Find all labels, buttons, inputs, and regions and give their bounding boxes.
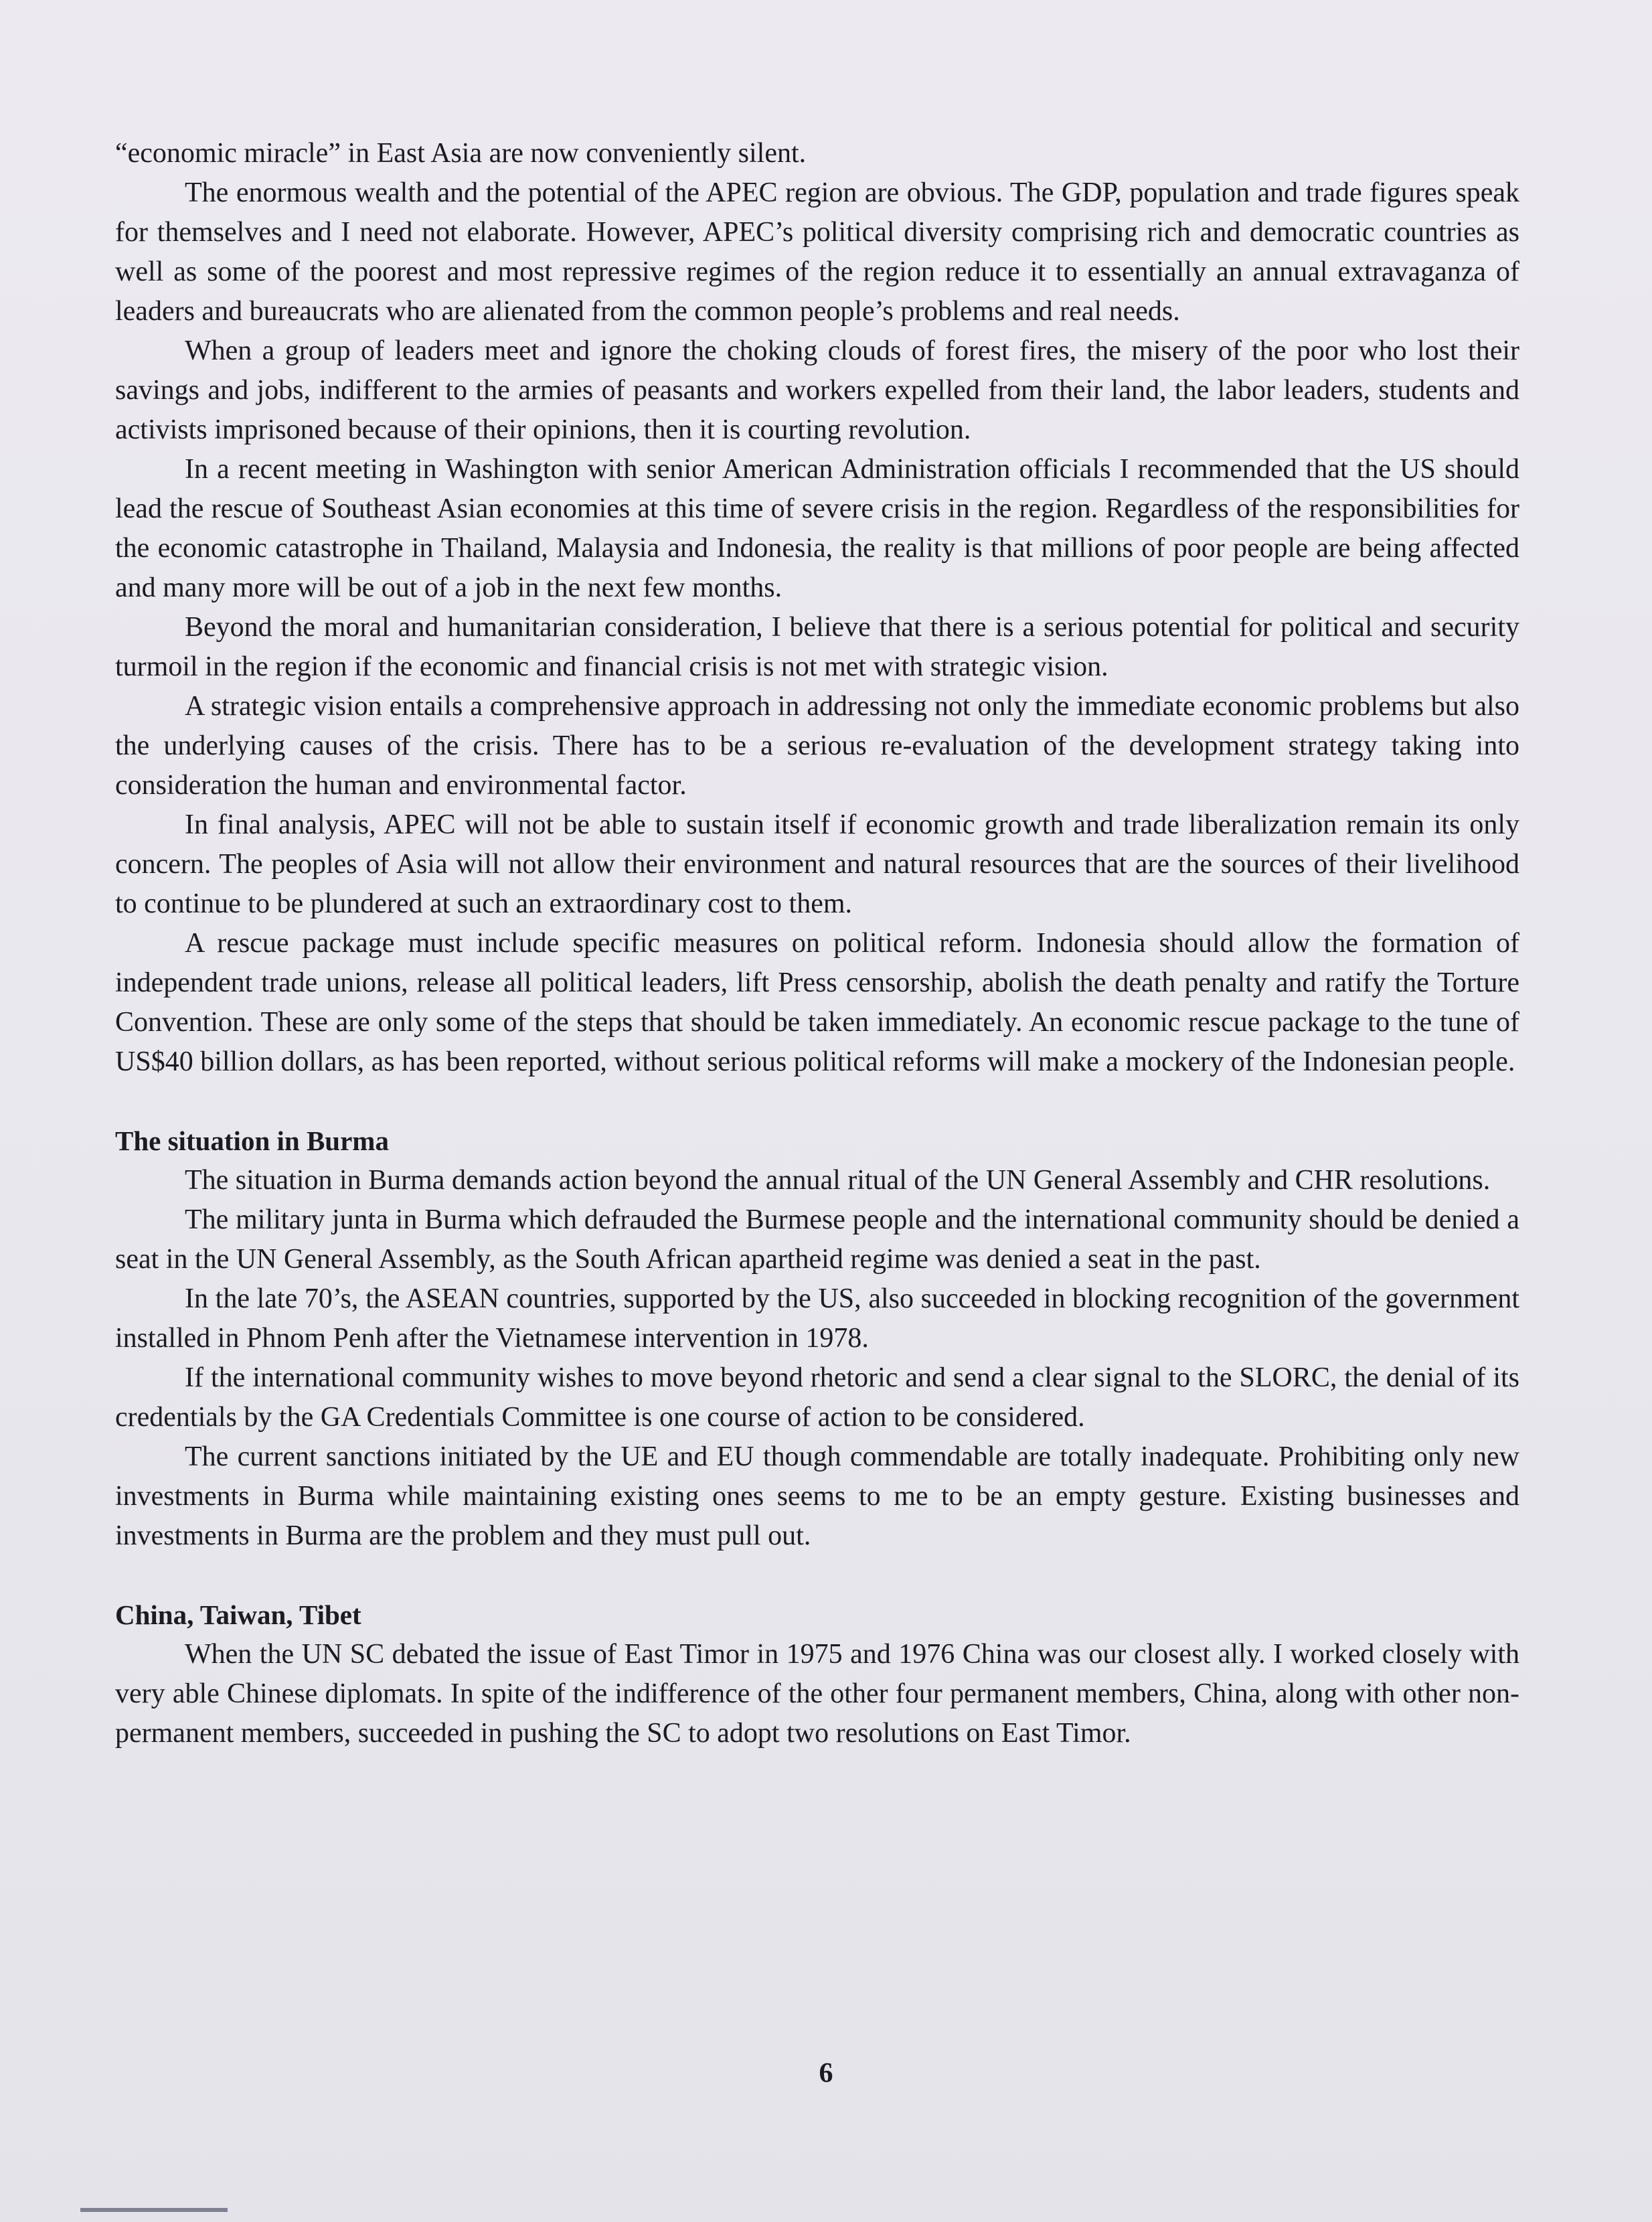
paragraph: The situation in Burma demands action beyond the annual ritual of the UN General Assembly and CHR resolutions. [185, 1165, 1491, 1196]
paragraph: When a group of leaders meet and ignore the choking clouds of forest fires, the misery of the poor who lost their savings and jobs, indifferent to the armies of peasants and workers expelled from their land, the labor leaders, students and activists imprisoned because of their opinions, then it is courting revolution. [115, 335, 1519, 445]
edge-mark [80, 2208, 228, 2212]
section-heading-china: China, Taiwan, Tibet [115, 1599, 361, 1630]
paragraph: “economic miracle” in East Asia are now conveniently silent. [115, 138, 807, 169]
paragraph: The military junta in Burma which defrauded the Burmese people and the international community should be denied a seat in the UN General Assembly, as the South African apartheid regime was denied a seat in the past. [115, 1204, 1519, 1275]
section-spacer [115, 1082, 1519, 1121]
paragraph: If the international community wishes to move beyond rhetoric and send a clear signal to the SLORC, the denial of its credentials by the GA Credentials Committee is one course of action to be considered. [115, 1362, 1519, 1433]
paragraph: A rescue package must include specific measures on political reform. Indonesia should allow the formation of independent trade unions, release all political leaders, lift Press censorship, abolish the death penalty and ratify the Torture Convention. These are only some of the steps that should be taken immediately. An economic rescue package to the tune of US$40 billion dollars, as has been reported, without serious political reforms will make a mockery of the Indonesian people. [115, 928, 1519, 1077]
section-spacer [115, 1556, 1519, 1595]
paragraph: When the UN SC debated the issue of East Timor in 1975 and 1976 China was our closest ally. I worked closely with very able Chinese diplomats. In spite of the indifference of the other four permanent members, China, along with other non-permanent members, succeeded in pushing the SC to adopt two resolutions on East Timor. [115, 1639, 1519, 1749]
paragraph: Beyond the moral and humanitarian consideration, I believe that there is a serious potential for political and security turmoil in the region if the economic and financial crisis is not met with strategic vision. [115, 612, 1519, 682]
section-heading-burma: The situation in Burma [115, 1125, 389, 1156]
paragraph: A strategic vision entails a comprehensive approach in addressing not only the immediate economic problems but also the underlying causes of the crisis. There has to be a serious re-evaluation of the development strategy taking into consideration the human and environmental factor. [115, 691, 1519, 801]
paragraph: In the late 70’s, the ASEAN countries, supported by the US, also succeeded in blocking recognition of the government installed in Phnom Penh after the Vietnamese intervention in 1978. [115, 1283, 1519, 1354]
page-number: 6 [819, 2058, 833, 2089]
paragraph: The enormous wealth and the potential of the APEC region are obvious. The GDP, population and trade figures speak for themselves and I need not elaborate. However, APEC’s political diversity comprising rich and democratic countries as well as some of the poorest and most repressive regimes of the region reduce it to essentially an annual extravaganza of leaders and bureaucrats who are alienated from the common people’s problems and real needs. [115, 177, 1519, 327]
paragraph: The current sanctions initiated by the UE and EU though commendable are totally inadequate. Prohibiting only new investments in Burma while maintaining existing ones seems to me to be an empty gesture. Existing businesses and investments in Burma are the problem and they must pull out. [115, 1441, 1519, 1551]
paragraph: In final analysis, APEC will not be able to sustain itself if economic growth and trade liberalization remain its only concern. The peoples of Asia will not allow their environment and natural resources that are the sources of their livelihood to continue to be plundered at such an extraordinary cost to them. [115, 809, 1519, 919]
paragraph: In a recent meeting in Washington with senior American Administration officials I recommended that the US should lead the rescue of Southeast Asian economies at this time of severe crisis in the region. Regardless of the responsibilities for the economic catastrophe in Thailand, Malaysia and Indonesia, the reality is that millions of poor people are being affected and many more will be out of a job in the next few months. [115, 454, 1519, 603]
document-body [115, 134, 1519, 1753]
